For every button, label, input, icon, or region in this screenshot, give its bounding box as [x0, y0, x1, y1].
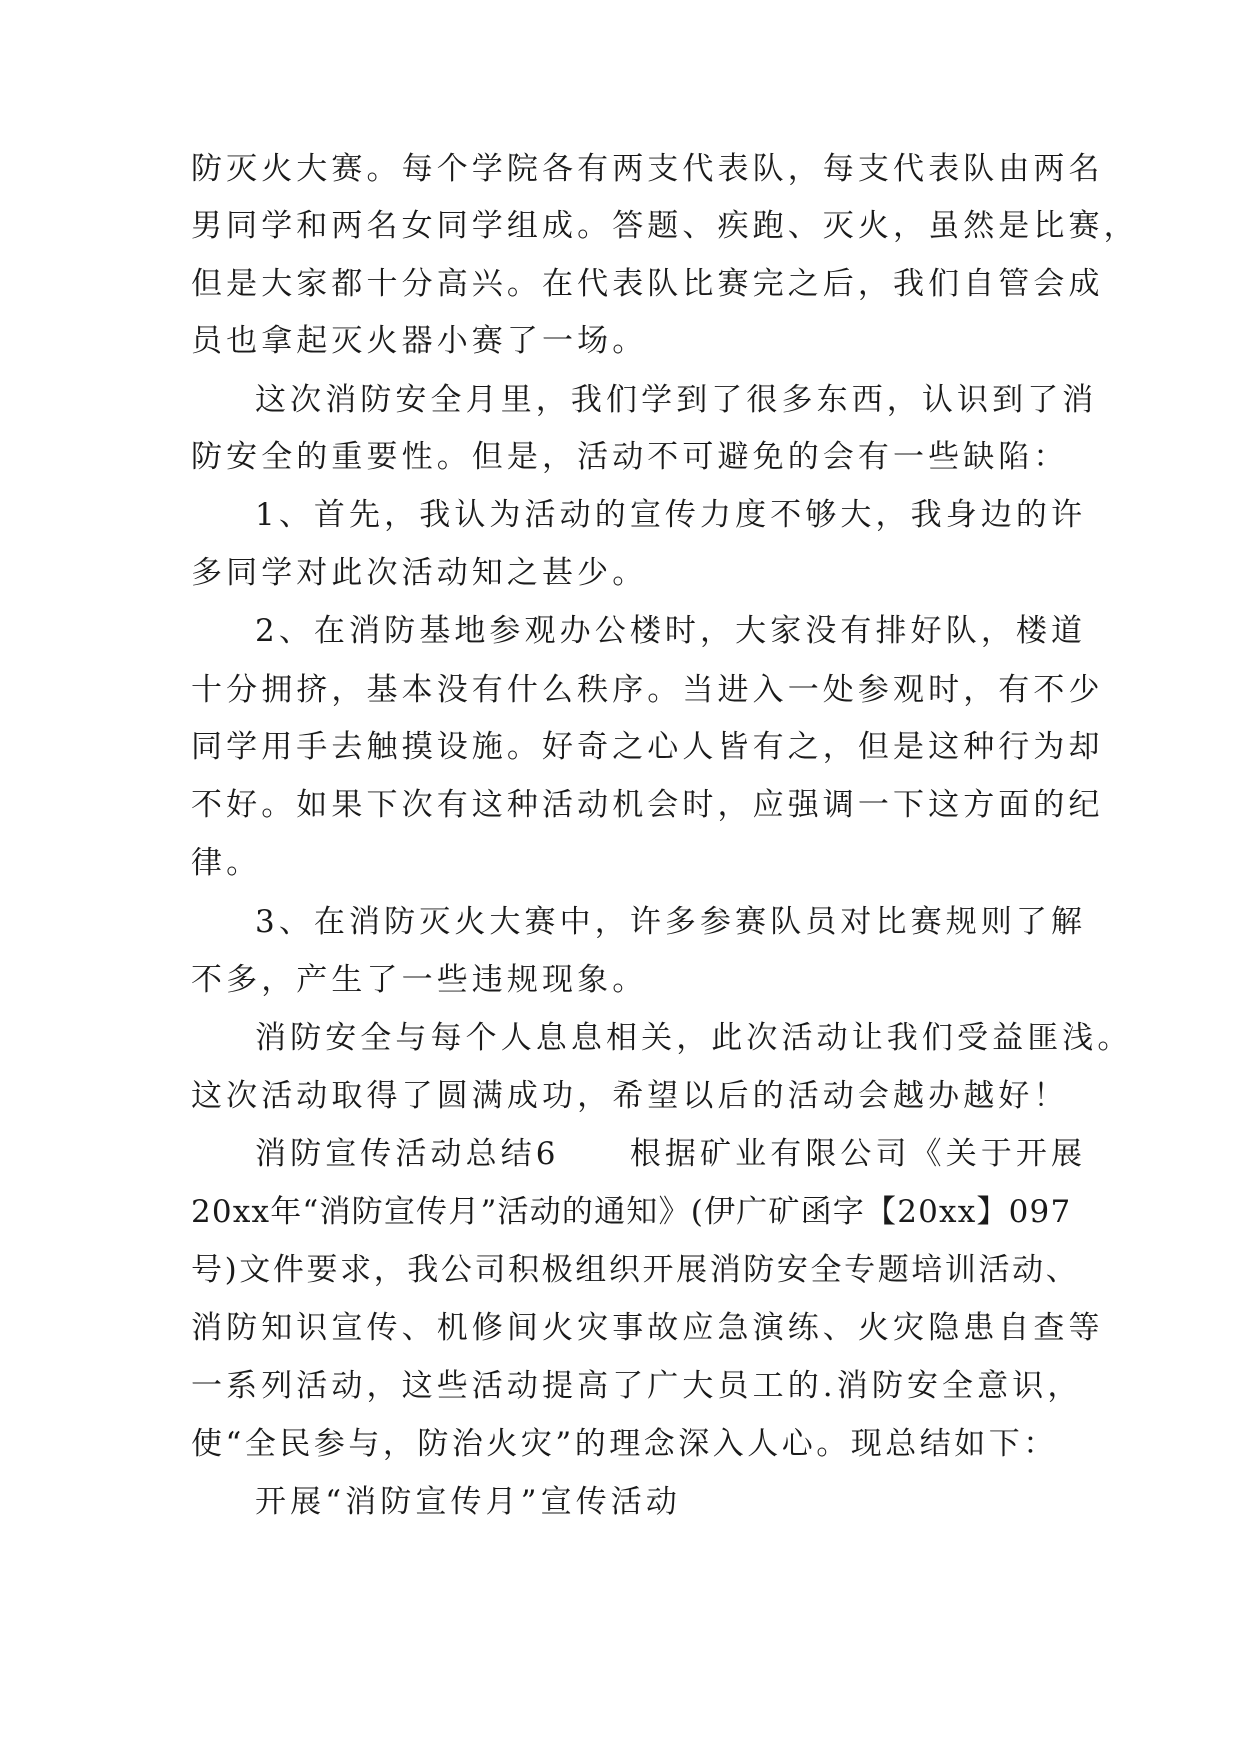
text-line: 20xx年“消防宣传月”活动的通知》(伊广矿函字【20xx】097 — [191, 1194, 1072, 1230]
text-line: 防安全的重要性。但是，活动不可避免的会有一些缺陷： — [191, 439, 1069, 475]
text-line: 这次消防安全月里，我们学到了很多东西，认识到了消 — [255, 382, 1098, 418]
text-line: 这次活动取得了圆满成功，希望以后的活动会越办越好！ — [191, 1078, 1069, 1114]
text-line: 消防宣传活动总结6 根据矿业有限公司《关于开展 — [255, 1136, 1087, 1172]
text-line: 律。 — [191, 845, 262, 881]
text-line: 开展“消防宣传月”宣传活动 — [255, 1484, 681, 1520]
text-line: 同学用手去触摸设施。好奇之心人皆有之，但是这种行为却 — [191, 729, 1104, 765]
text-line: 2、在消防基地参观办公楼时，大家没有排好队，楼道 — [255, 613, 1087, 649]
text-line: 3、在消防灭火大赛中，许多参赛队员对比赛规则了解 — [255, 904, 1087, 940]
text-line: 但是大家都十分高兴。在代表队比赛完之后，我们自管会成 — [191, 266, 1104, 302]
text-line: 不多，产生了一些违规现象。 — [191, 962, 648, 998]
text-line: 男同学和两名女同学组成。答题、疾跑、灭火，虽然是比赛， — [191, 208, 1139, 244]
text-line: 多同学对此次活动知之甚少。 — [191, 555, 648, 591]
text-line: 1、首先，我认为活动的宣传力度不够大，我身边的许 — [255, 497, 1087, 533]
text-line: 使“全民参与，防治火灾”的理念深入人心。现总结如下： — [191, 1426, 1058, 1462]
text-line: 一系列活动，这些活动提高了广大员工的.消防安全意识， — [191, 1368, 1083, 1404]
text-line: 消防知识宣传、机修间火灾事故应急演练、火灾隐患自查等 — [191, 1310, 1104, 1346]
text-line: 十分拥挤，基本没有什么秩序。当进入一处参观时，有不少 — [191, 672, 1104, 708]
text-line: 号)文件要求，我公司积极组织开展消防安全专题培训活动、 — [191, 1252, 1080, 1288]
text-line: 员也拿起灭火器小赛了一场。 — [191, 323, 648, 359]
text-line: 防灭火大赛。每个学院各有两支代表队，每支代表队由两名 — [191, 151, 1104, 187]
text-line: 消防安全与每个人息息相关，此次活动让我们受益匪浅。 — [255, 1020, 1133, 1056]
text-line: 不好。如果下次有这种活动机会时，应强调一下这方面的纪 — [191, 787, 1104, 823]
